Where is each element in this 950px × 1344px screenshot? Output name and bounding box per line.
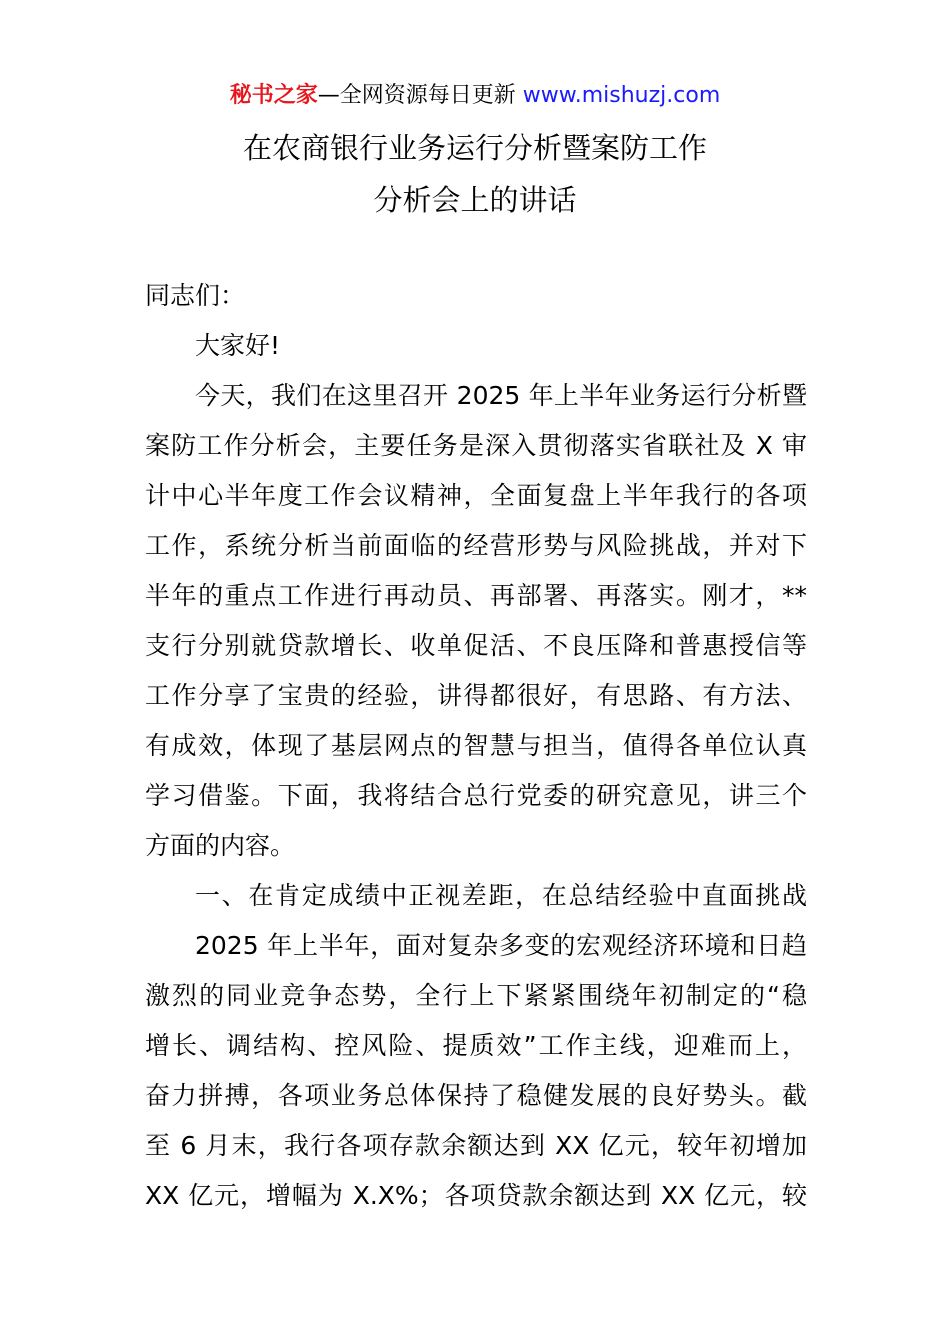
- paragraph-1-line: 学习借鉴。下面，我将结合总行党委的研究意见，讲三个: [145, 781, 807, 810]
- paragraph-2-line: 至 6 月末，我行各项存款余额达到 XX 亿元，较年初增加: [145, 1131, 807, 1160]
- paragraph-1-line: 今天，我们在这里召开 2025 年上半年业务运行分析暨: [195, 381, 807, 410]
- paragraph-1-line: 计中心半年度工作会议精神，全面复盘上半年我行的各项: [145, 481, 807, 510]
- paragraph-1-line: 支行分别就贷款增长、收单促活、不良压降和普惠授信等: [145, 631, 807, 660]
- section-1-heading: 一、在肯定成绩中正视差距，在总结经验中直面挑战: [195, 881, 807, 910]
- paragraph-1-line: 方面的内容。: [145, 831, 296, 860]
- paragraph-1-line: 工作分享了宝贵的经验，讲得都很好，有思路、有方法、: [145, 681, 807, 710]
- salutation: 同志们：: [145, 281, 246, 310]
- header-tagline: —全网资源每日更新: [317, 83, 516, 108]
- paragraph-1-line: 有成效，体现了基层网点的智慧与担当，值得各单位认真: [145, 731, 807, 760]
- site-url-link[interactable]: www.mishuzj.com: [522, 83, 721, 108]
- document-title-line-2: 分析会上的讲话: [373, 183, 577, 217]
- document-title-line-1: 在农商银行业务运行分析暨案防工作: [242, 131, 707, 165]
- brand-name: 秘书之家: [229, 83, 318, 108]
- paragraph-2-line: 2025 年上半年，面对复杂多变的宏观经济环境和日趋: [195, 931, 807, 960]
- paragraph-2-line: 增长、调结构、控风险、提质效”工作主线，迎难而上，: [145, 1031, 807, 1060]
- paragraph-1-line: 工作，系统分析当前面临的经营形势与风险挑战，并对下: [145, 531, 807, 560]
- paragraph-1-line: 半年的重点工作进行再动员、再部署、再落实。刚才，**: [145, 581, 807, 610]
- paragraph-1-line: 案防工作分析会，主要任务是深入贯彻落实省联社及 X 审: [145, 431, 807, 460]
- site-header: [0, 82, 950, 110]
- paragraph-2-line: 激烈的同业竞争态势，全行上下紧紧围绕年初制定的“稳: [145, 981, 807, 1010]
- paragraph-2-line: XX 亿元，增幅为 X.X%；各项贷款余额达到 XX 亿元，较: [145, 1181, 807, 1210]
- paragraph-2-line: 奋力拼搏，各项业务总体保持了稳健发展的良好势头。截: [145, 1081, 807, 1110]
- greeting: 大家好!: [195, 331, 281, 360]
